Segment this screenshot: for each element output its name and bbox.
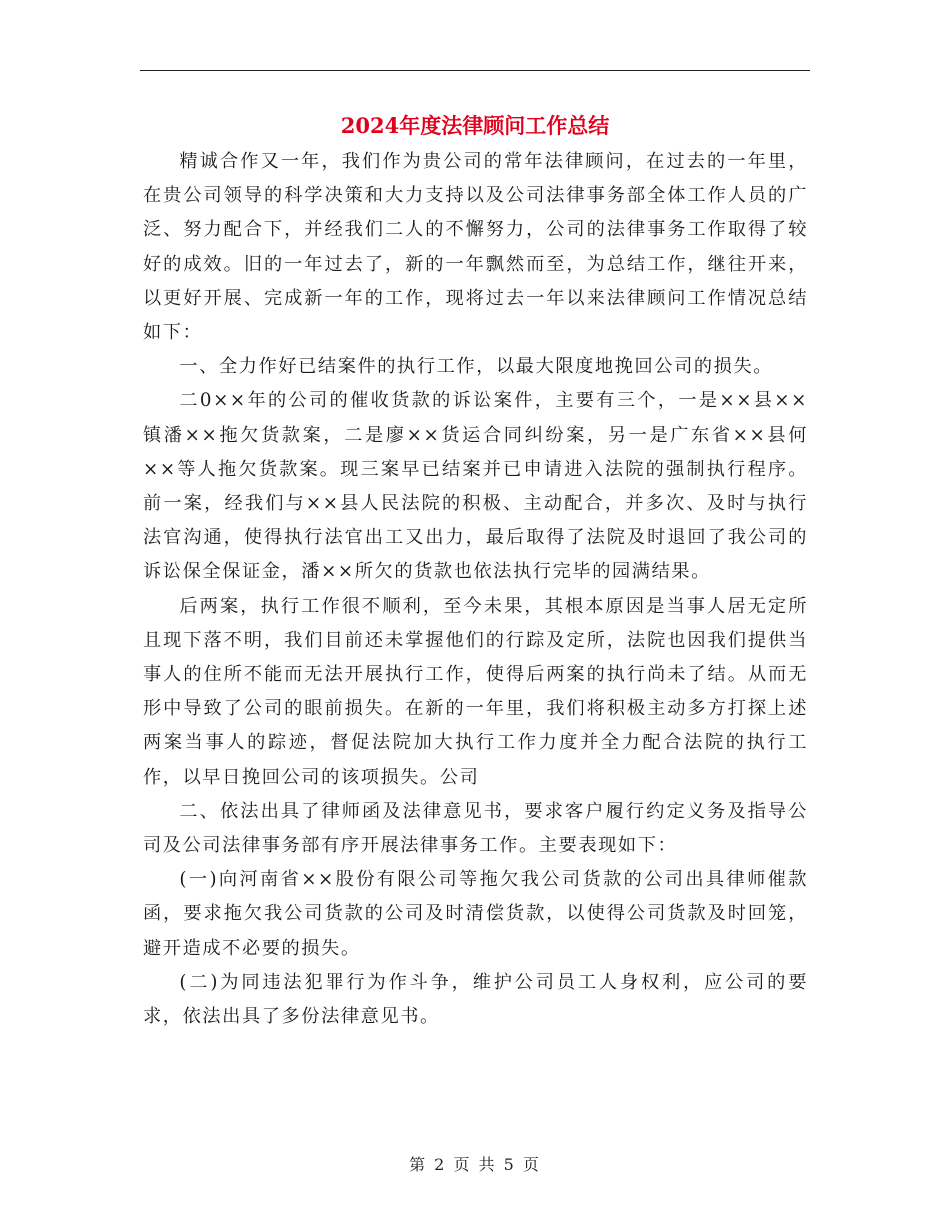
document-body <box>143 145 808 1034</box>
paragraph-item-1: (一)向河南省××股份有限公司等拖欠我公司货款的公司出具律师催款函，要求拖欠我公司货款的公司及时清偿货款，以使得公司货款及时回笼，避开造成不必要的损失。 <box>143 869 808 959</box>
paragraph-section-2-heading: 二、依法出具了律师函及法律意见书，要求客户履行约定义务及指导公司及公司法律事务部有序开展法律事务工作。主要表现如下： <box>143 800 808 857</box>
paragraph-unresolved-cases: 后两案，执行工作很不顺利，至今未果，其根本原因是当事人居无定所且现下落不明，我们目前还未掌握他们的行踪及定所，法院也因我们提供当事人的住所不能而无法开展执行工作，使得后两案的执行尚未了结。从而无形中导致了公司的眼前损失。在新的一年里，我们将积极主动多方打探上述两案当事人的踪迹，督促法院加大执行工作力度并全力配合法院的执行工作，以早日挽回公司的该项损失。公司 <box>143 595 808 788</box>
document-title: 2024年度法律顾问工作总结 <box>340 113 610 138</box>
paragraph-item-2: (二)为同违法犯罪行为作斗争，维护公司员工人身权利，应公司的要求，依法出具了多份法律意见书。 <box>143 971 808 1028</box>
paragraph-intro: 精诚合作又一年，我们作为贵公司的常年法律顾问，在过去的一年里，在贵公司领导的科学决策和大力支持以及公司法律事务部全体工作人员的广泛、努力配合下，并经我们二人的不懈努力，公司的法律事务工作取得了较好的成效。旧的一年过去了，新的一年飘然而至，为总结工作，继往开来，以更好开展、完成新一年的工作，现将过去一年以来法律顾问工作情况总结如下： <box>143 151 808 344</box>
header-rule <box>140 70 810 71</box>
paragraph-section-1-heading: 一、全力作好已结案件的执行工作，以最大限度地挽回公司的损失。 <box>179 356 774 378</box>
paragraph-lawsuit-cases: 二0××年的公司的催收货款的诉讼案件，主要有三个，一是××县××镇潘××拖欠货款案，二是廖××货运合同纠纷案，另一是广东省××县何××等人拖欠货款案。现三案早已结案并已申请进入法院的强制执行程序。前一案，经我们与××县人民法院的积极、主动配合，并多次、及时与执行法官沟通，使得执行法官出工又出力，最后取得了法院及时退回了我公司的诉讼保全保证金，潘××所欠的货款也依法执行完毕的园满结果。 <box>143 390 808 583</box>
page-number: 第 2 页 共 5 页 <box>409 1155 541 1174</box>
